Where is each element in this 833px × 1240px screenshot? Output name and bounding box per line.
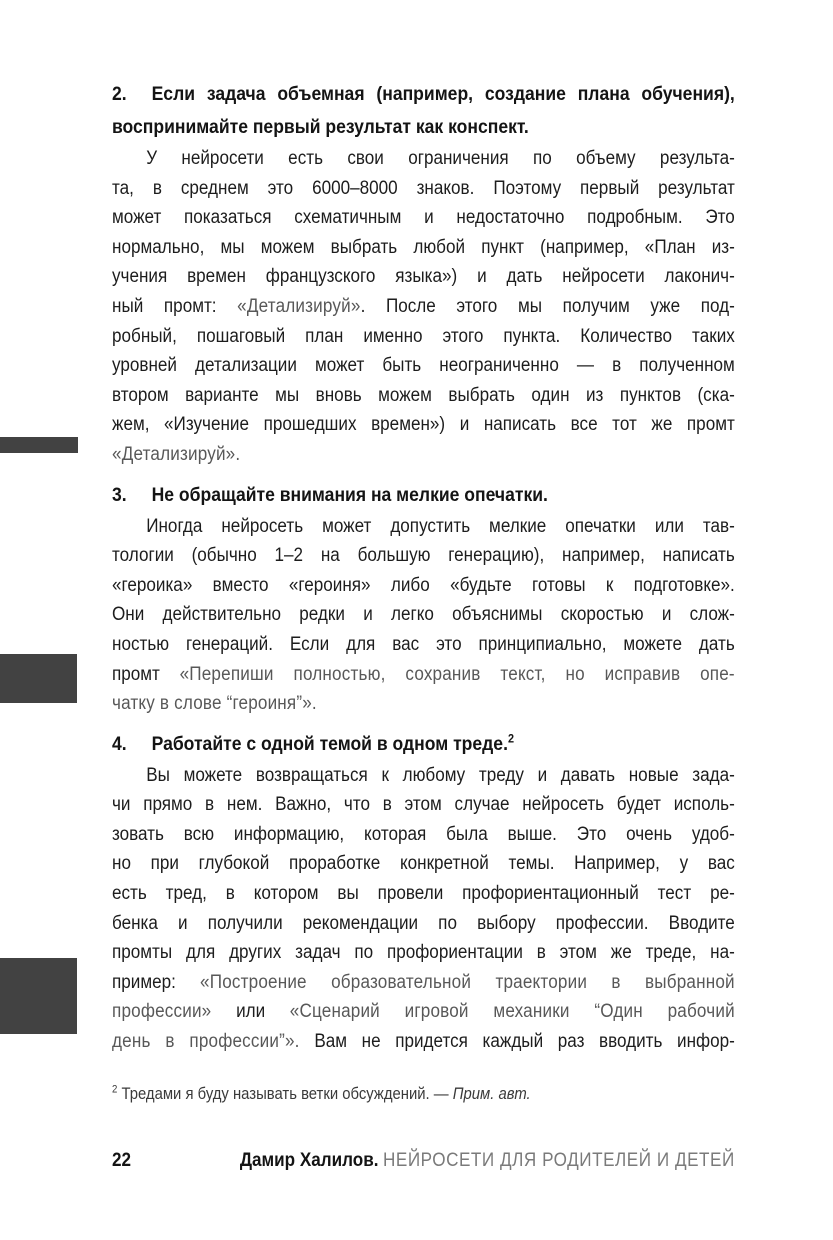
running-header: [240, 1150, 735, 1172]
text-column: [112, 78, 735, 1171]
heading-number: 2.: [112, 83, 127, 105]
text-line: [112, 410, 735, 440]
heading-text: Не обращайте внимания на мелкие опечатки.: [151, 483, 548, 506]
body-text: «героика» вместо «героиня» либо «будьте готовы к подготовке».: [112, 574, 735, 596]
footnote-note: Прим. авт.: [452, 1085, 531, 1103]
section-3: [112, 479, 735, 719]
body-text: или: [236, 1001, 290, 1023]
text-line: [112, 174, 735, 204]
text-line: [112, 879, 735, 909]
heading-text: воспринимайте первый результат как конспект.: [112, 116, 529, 138]
text-line: [112, 820, 735, 850]
footer-author: Дамир Халилов.: [239, 1150, 379, 1171]
text-line: [112, 571, 735, 601]
body-text: жем, «Изучение прошедших времен») и написать все тот же промт: [112, 414, 735, 436]
body-text: Вы можете возвращаться к любому треду и давать новые зада-: [146, 764, 735, 786]
text-line: [112, 630, 735, 660]
prompt-quote-text: «Построение образовательной траектории в выбранной: [200, 971, 735, 993]
body-text: Вам не придется каждый раз вводить инфор-: [314, 1031, 735, 1053]
footer-book-title: НЕЙРОСЕТИ ДЛЯ РОДИТЕЛЕЙ И ДЕТЕЙ: [383, 1150, 735, 1171]
text-line: [112, 909, 735, 939]
text-line: [112, 541, 735, 571]
prompt-quote-text: «Сценарий игровой механики “Один рабочий: [289, 1001, 735, 1023]
body-text: пример:: [112, 971, 201, 993]
prompt-quote-text: чатку в слове “героиня”».: [112, 693, 317, 715]
text-line: [112, 997, 735, 1027]
text-line: [112, 512, 735, 542]
page-number: 22: [112, 1150, 132, 1171]
text-line: [112, 262, 735, 292]
text-line: [112, 144, 735, 174]
text-line: [112, 203, 735, 233]
heading-line: [112, 479, 735, 512]
footnote-marker: 2: [112, 1083, 118, 1096]
heading-line: [112, 78, 735, 111]
prompt-quote-text: «Детализируй»: [237, 295, 361, 317]
sections: [112, 78, 735, 1057]
body-text: чи прямо в нем. Важно, что в этом случае нейросеть будет исполь-: [112, 794, 735, 816]
body-text: учения времен французского языка») и дать нейросети лаконич-: [112, 266, 735, 288]
edge-mark-3: [0, 958, 77, 1034]
body-text: промты для других задач по профориентации в этом же треде, на-: [112, 942, 735, 964]
body-text: но при глубокой проработке конкретной темы. Например, у вас: [112, 853, 735, 875]
text-line: [112, 381, 735, 411]
section-4: [112, 728, 735, 1057]
footnote-text: Тредами я буду называть ветки обсуждений. —: [117, 1085, 453, 1103]
text-line: [112, 351, 735, 381]
text-line: [112, 761, 735, 791]
text-line: [112, 689, 735, 719]
body-text: зовать всю информацию, которая была выше. Это очень удоб-: [112, 823, 735, 845]
body-text: У нейросети есть свои ограничения по объему результа-: [146, 148, 735, 169]
body-text: тологии (обычно 1–2 на большую генерацию), например, написать: [112, 545, 735, 567]
body-text: ностью генераций. Если для вас это принципиально, можете дать: [112, 633, 735, 655]
prompt-quote-text: профессии»: [112, 1001, 237, 1023]
body-text: Они действительно редки и легко объяснимы скоростью и слож-: [112, 604, 735, 626]
paragraph: [112, 761, 735, 1057]
body-text: втором варианте мы вновь можем выбрать один из пунктов (ска-: [112, 384, 735, 406]
prompt-quote-text: «Детализируй».: [112, 443, 241, 465]
body-text: та, в среднем это 6000–8000 знаков. Поэтому первый результат: [112, 177, 735, 199]
heading-number: 4.: [112, 732, 127, 755]
footnote: [112, 1082, 735, 1106]
text-line: [112, 1027, 735, 1057]
edge-mark-2: [0, 654, 77, 703]
body-text: промт: [112, 663, 180, 685]
body-text: ный промт:: [112, 295, 238, 317]
text-line: [112, 322, 735, 352]
page-footer: [112, 1150, 735, 1172]
body-text: робный, пошаговый план именно этого пункта. Количество таких: [112, 325, 735, 347]
body-text: нормально, мы можем выбрать любой пункт (например, «План из-: [112, 236, 735, 258]
prompt-quote-text: день в профессии”».: [112, 1031, 315, 1053]
text-line: [112, 849, 735, 879]
body-text: Иногда нейросеть может допустить мелкие опечатки или тав-: [146, 515, 735, 537]
text-line: [112, 790, 735, 820]
body-text: бенка и получили рекомендации по выбору профессии. Вводите: [112, 912, 735, 934]
text-line: [112, 233, 735, 263]
heading-number: 3.: [112, 483, 127, 506]
heading-line: [112, 111, 735, 144]
text-line: [112, 660, 735, 690]
body-text: есть тред, в котором вы провели профориентационный тест ре-: [112, 883, 735, 905]
heading-text: Если задача объемная (например, создание плана обучения),: [151, 83, 735, 105]
prompt-quote-text: «Перепиши полностью, сохранив текст, но исправив опе-: [179, 663, 735, 685]
body-text: . После этого мы получим уже под-: [360, 295, 735, 317]
text-line: [112, 440, 735, 470]
body-text: уровней детализации может быть неограниченно — в полученном: [112, 355, 735, 377]
paragraph: [112, 144, 735, 470]
heading-text: Работайте с одной темой в одном треде.$^2$: [151, 731, 514, 755]
text-line: [112, 292, 735, 322]
edge-mark-1: [0, 437, 78, 453]
heading-line: [112, 728, 735, 761]
body-text: может показаться схематичным и недостаточно подробным. Это: [112, 207, 735, 229]
text-line: [112, 938, 735, 968]
text-line: [112, 600, 735, 630]
text-line: [112, 968, 735, 998]
heading-footnote-marker: 2: [507, 731, 514, 746]
section-2: [112, 78, 735, 470]
paragraph: [112, 512, 735, 719]
